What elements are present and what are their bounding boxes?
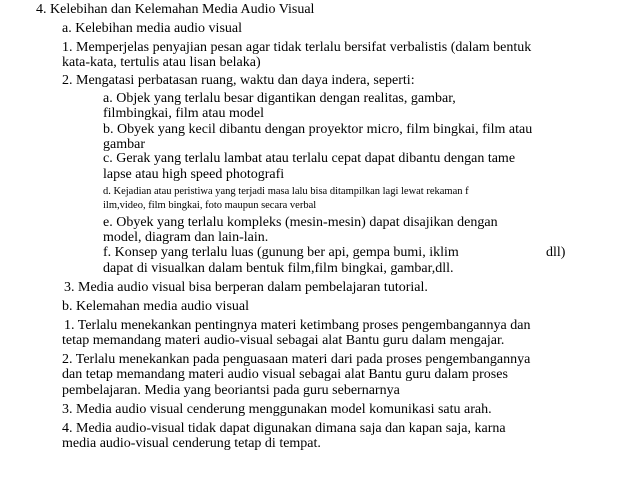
weakness-2-line-1: 2. Terlalu menekankan pada penguasaan materi dari pada proses pengembangannya (62, 352, 531, 367)
advantage-2a-line-2: filmbingkai, film atau model (103, 106, 264, 121)
advantage-2d-line-1: d. Kejadian atau peristiwa yang terjadi masa lalu bisa ditampilkan lagi lewat rekaman f (103, 186, 469, 197)
advantage-3: 3. Media audio visual bisa berperan dalam pembelajaran tutorial. (64, 280, 428, 295)
weakness-1-line-1: 1. Terlalu menekankan pentingnya materi ketimbang proses pengembangannya dan (64, 318, 531, 333)
advantage-2d-line-2: ilm,video, film bingkai, foto maupun secara verbal (103, 200, 317, 211)
advantage-2e-line-2: model, diagram dan lain-lain. (103, 230, 269, 245)
weakness-2-line-2: dan tetap memandang materi audio visual sebagai alat Bantu guru dalam proses (62, 367, 508, 382)
advantage-2f-line-1: f. Konsep yang terlalu luas (gunung ber api, gempa bumi, iklim (103, 245, 459, 260)
advantage-1-line-2: kata-kata, tertulis atau lisan belaka) (62, 55, 261, 70)
section-a-title: a. Kelebihan media audio visual (62, 21, 242, 36)
weakness-2-line-3: pembelajaran. Media yang beoriantsi pada guru sebernarnya (62, 383, 400, 398)
advantage-2e-line-1: e. Obyek yang terlalu kompleks (mesin-mesin) dapat disajikan dengan (103, 215, 498, 230)
advantage-2a-line-1: a. Objek yang terlalu besar digantikan dengan realitas, gambar, (103, 91, 456, 106)
weakness-4-line-2: media audio-visual cenderung tetap di tempat. (62, 436, 321, 451)
advantage-2c-line-2: lapse atau high speed photografi (103, 167, 285, 182)
advantage-2: 2. Mengatasi perbatasan ruang, waktu dan daya indera, seperti: (62, 73, 415, 88)
section-b-title: b. Kelemahan media audio visual (62, 299, 249, 314)
weakness-3: 3. Media audio visual cenderung menggunakan model komunikasi satu arah. (62, 402, 492, 417)
weakness-1-line-2: tetap memandang materi audio-visual sebagai alat Bantu guru dalam mengajar. (62, 333, 505, 348)
section-heading: 4. Kelebihan dan Kelemahan Media Audio Visual (36, 2, 315, 17)
advantage-2f-line-2: dapat di visualkan dalam bentuk film,film bingkai, gambar,dll. (103, 261, 454, 276)
advantage-2c-line-1: c. Gerak yang terlalu lambat atau terlalu cepat dapat dibantu dengan tame (103, 151, 516, 166)
advantage-2f-line-1-tail: dll) (546, 245, 566, 260)
advantage-2b-line-1: b. Obyek yang kecil dibantu dengan proyektor micro, film bingkai, film atau (103, 122, 533, 137)
weakness-4-line-1: 4. Media audio-visual tidak dapat digunakan dimana saja dan kapan saja, karna (62, 421, 506, 436)
advantage-1-line-1: 1. Memperjelas penyajian pesan agar tidak terlalu bersifat verbalistis (dalam bentuk (62, 40, 532, 55)
advantage-2b-line-2: gambar (103, 137, 145, 152)
